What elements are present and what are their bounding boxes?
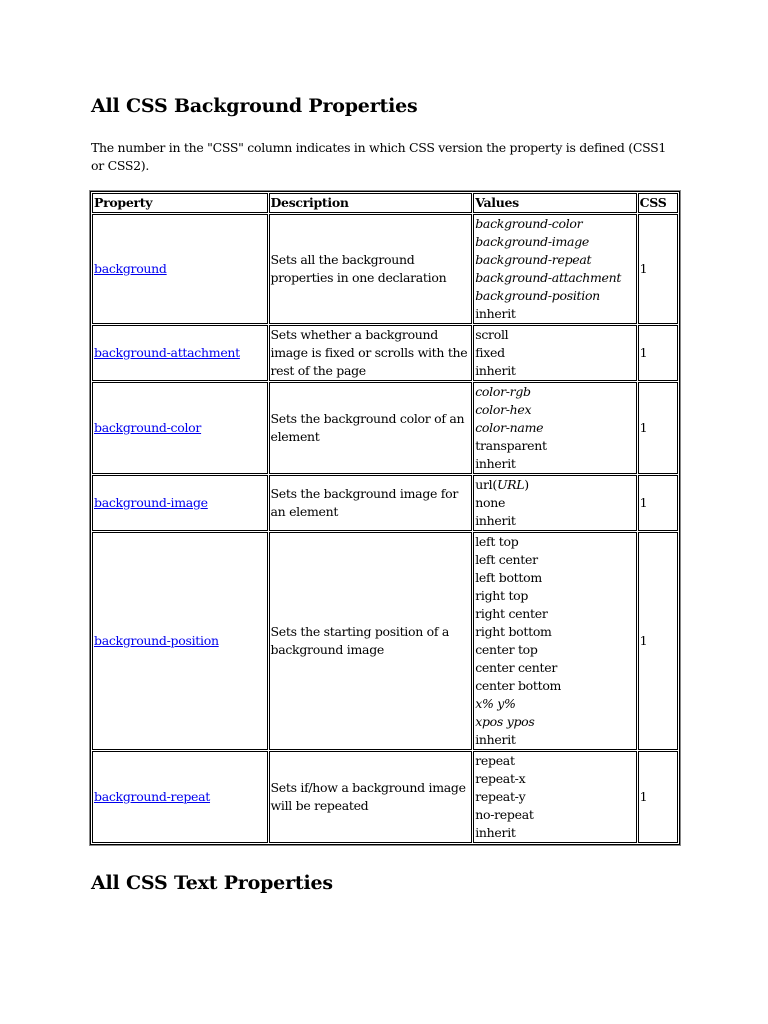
- description-cell: Sets all the background properties in one declaration: [269, 214, 473, 324]
- column-header-property: Property: [92, 193, 268, 213]
- value-item: color-rgb: [475, 384, 531, 399]
- values-cell: [473, 475, 636, 531]
- value-item: background-repeat: [475, 252, 592, 267]
- property-cell: [92, 325, 268, 381]
- value-item: background-attachment: [475, 270, 622, 285]
- column-header-values: Values: [473, 193, 636, 213]
- value-item: transparent: [475, 438, 547, 453]
- value-item: center bottom: [475, 678, 562, 693]
- background-properties-table: [90, 191, 680, 845]
- table-row: [92, 751, 678, 843]
- value-item: right center: [475, 606, 548, 621]
- table-row: [92, 532, 678, 750]
- description-cell: Sets the background color of an element: [269, 382, 473, 474]
- value-item: background-image: [475, 234, 589, 249]
- description-cell: Sets if/how a background image will be repeated: [269, 751, 473, 843]
- values-cell: [473, 532, 636, 750]
- table-row: [92, 382, 678, 474]
- value-item: inherit: [475, 456, 516, 471]
- css-version-cell: 1: [638, 751, 678, 843]
- value-item: fixed: [475, 345, 505, 360]
- value-item: color-name: [475, 420, 544, 435]
- css-version-cell: 1: [638, 475, 678, 531]
- section-heading-text: All CSS Text Properties: [91, 872, 333, 894]
- value-item: inherit: [475, 825, 516, 840]
- value-item: scroll: [475, 327, 509, 342]
- table-row: [92, 475, 678, 531]
- property-cell: [92, 475, 268, 531]
- section-heading-background: All CSS Background Properties: [91, 95, 418, 117]
- value-item: inherit: [475, 306, 516, 321]
- value-item-prefix: url(: [475, 477, 497, 492]
- value-item: repeat: [475, 753, 515, 768]
- values-cell: [473, 214, 636, 324]
- value-item: inherit: [475, 513, 516, 528]
- css-version-cell: 1: [638, 382, 678, 474]
- value-item: left top: [475, 534, 519, 549]
- css-version-cell: 1: [638, 214, 678, 324]
- value-item: [475, 476, 634, 494]
- property-link[interactable]: background-attachment: [94, 345, 240, 360]
- column-header-description: Description: [269, 193, 473, 213]
- value-item: no-repeat: [475, 807, 534, 822]
- value-item: repeat-x: [475, 771, 526, 786]
- table-body: [92, 214, 678, 843]
- css-version-cell: 1: [638, 532, 678, 750]
- value-item: inherit: [475, 732, 516, 747]
- value-item-placeholder: URL: [496, 477, 525, 492]
- property-link[interactable]: background: [94, 261, 167, 276]
- value-item: none: [475, 495, 506, 510]
- value-item: center top: [475, 642, 538, 657]
- property-cell: [92, 532, 268, 750]
- property-cell: [92, 751, 268, 843]
- value-item: left bottom: [475, 570, 542, 585]
- value-item-suffix: ): [524, 477, 529, 492]
- description-cell: Sets the background image for an element: [269, 475, 473, 531]
- value-item: x% y%: [475, 696, 516, 711]
- value-item: background-color: [475, 216, 583, 231]
- property-link[interactable]: background-repeat: [94, 789, 211, 804]
- value-item: right bottom: [475, 624, 552, 639]
- property-link[interactable]: background-color: [94, 420, 202, 435]
- table-header-row: [92, 193, 678, 213]
- description-cell: Sets the starting position of a background image: [269, 532, 473, 750]
- css-version-cell: 1: [638, 325, 678, 381]
- values-cell: [473, 325, 636, 381]
- value-item: center center: [475, 660, 557, 675]
- value-item: background-position: [475, 288, 600, 303]
- intro-paragraph: The number in the "CSS" column indicates in which CSS version the property is defined (CSS1 or CSS2).: [91, 140, 667, 173]
- property-link[interactable]: background-image: [94, 495, 208, 510]
- table-row: [92, 325, 678, 381]
- values-cell: [473, 751, 636, 843]
- value-item: color-hex: [475, 402, 532, 417]
- table-row: [92, 214, 678, 324]
- value-item: inherit: [475, 363, 516, 378]
- description-cell: Sets whether a background image is fixed or scrolls with the rest of the page: [269, 325, 473, 381]
- property-cell: [92, 214, 268, 324]
- property-link[interactable]: background-position: [94, 633, 219, 648]
- value-item: repeat-y: [475, 789, 526, 804]
- value-item: xpos ypos: [475, 714, 535, 729]
- property-cell: [92, 382, 268, 474]
- column-header-css: CSS: [638, 193, 678, 213]
- value-item: right top: [475, 588, 529, 603]
- value-item: left center: [475, 552, 538, 567]
- values-cell: [473, 382, 636, 474]
